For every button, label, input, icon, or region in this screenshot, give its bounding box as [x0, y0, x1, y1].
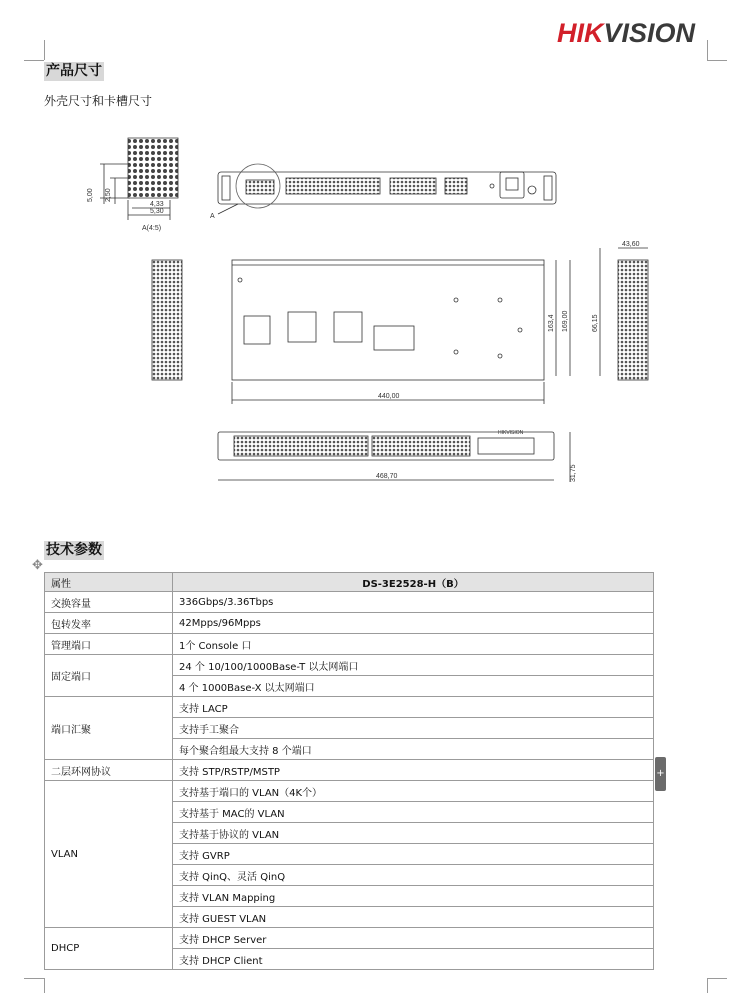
row-value: 支持 GVRP: [173, 844, 654, 865]
dimensions-title: 产品尺寸: [46, 63, 102, 79]
detail-dim-2: 2,50: [105, 188, 112, 202]
crop-mark: [24, 978, 44, 979]
row-label: 包转发率: [45, 613, 173, 634]
dim-overall-width: 468,70: [376, 473, 398, 480]
dim-depth-1: 163,4: [548, 314, 555, 332]
table-row: [45, 928, 654, 949]
detail-marker: A: [210, 213, 215, 220]
chassis-top-view: [152, 241, 648, 404]
crop-mark: [707, 60, 727, 61]
table-row: [45, 634, 654, 655]
dim-depth-2: 169,00: [562, 310, 569, 332]
detail-dim-4: 5,30: [150, 208, 164, 215]
table-row: [45, 781, 654, 802]
row-value: 支持基于 MAC的 VLAN: [173, 802, 654, 823]
detail-dim-1: 5,00: [87, 188, 94, 202]
table-row: [45, 697, 654, 718]
row-value: 4 个 1000Base-X 以太网端口: [173, 676, 654, 697]
row-value: 每个聚合组最大支持 8 个端口: [173, 739, 654, 760]
row-label: 管理端口: [45, 634, 173, 655]
crop-mark: [44, 978, 45, 993]
dim-side-width: 43,60: [622, 241, 640, 248]
row-label: VLAN: [45, 781, 173, 928]
row-value: 1个 Console 口: [173, 634, 654, 655]
table-row: [45, 613, 654, 634]
specs-title: 技术参数: [46, 542, 102, 558]
row-value: 支持基于协议的 VLAN: [173, 823, 654, 844]
row-label: DHCP: [45, 928, 173, 970]
row-value: 支持 DHCP Client: [173, 949, 654, 970]
chassis-ports-view: [218, 430, 577, 482]
row-value: 支持 DHCP Server: [173, 928, 654, 949]
row-value: 支持 QinQ、灵活 QinQ: [173, 865, 654, 886]
chassis-front-view: [210, 164, 556, 220]
detail-dim-3: 4,33: [150, 201, 164, 208]
dim-width: 440,00: [378, 393, 400, 400]
spec-table: [44, 572, 654, 970]
crop-mark: [707, 40, 708, 60]
row-label: 固定端口: [45, 655, 173, 697]
row-value: 42Mpps/96Mpps: [173, 613, 654, 634]
hikvision-logo: HIKVISION: [556, 18, 695, 48]
expand-tab-icon[interactable]: +: [655, 757, 666, 791]
table-row: [45, 655, 654, 676]
crop-mark: [707, 978, 727, 979]
dimensions-subtitle: 外壳尺寸和卡槽尺寸: [44, 94, 153, 108]
dim-height: 31,75: [570, 464, 577, 482]
spec-table-header: [45, 573, 654, 592]
row-value: 支持 LACP: [173, 697, 654, 718]
row-value: 336Gbps/3.36Tbps: [173, 592, 654, 613]
row-value: 24 个 10/100/1000Base-T 以太网端口: [173, 655, 654, 676]
row-value: 支持手工聚合: [173, 718, 654, 739]
front-label: HIKVISION: [498, 430, 524, 436]
crop-mark: [24, 60, 44, 61]
crop-mark: [44, 40, 45, 60]
table-move-handle-icon[interactable]: ✥: [32, 558, 43, 573]
detail-caption: A(4:5): [142, 225, 162, 232]
row-value: 支持 GUEST VLAN: [173, 907, 654, 928]
table-row: [45, 592, 654, 613]
table-row: [45, 760, 654, 781]
row-label: 端口汇聚: [45, 697, 173, 760]
detail-a-view: [87, 138, 178, 232]
header-attr: 属性: [45, 573, 173, 592]
row-value: 支持 STP/RSTP/MSTP: [173, 760, 654, 781]
row-label: 交换容量: [45, 592, 173, 613]
dim-depth-3: 66,15: [592, 314, 599, 332]
crop-mark: [707, 978, 708, 993]
header-model: DS-3E2528-H（B）: [173, 573, 654, 592]
row-value: 支持基于端口的 VLAN（4K个）: [173, 781, 654, 802]
row-value: 支持 VLAN Mapping: [173, 886, 654, 907]
row-label: 二层环网协议: [45, 760, 173, 781]
dimension-drawing: [0, 120, 750, 500]
